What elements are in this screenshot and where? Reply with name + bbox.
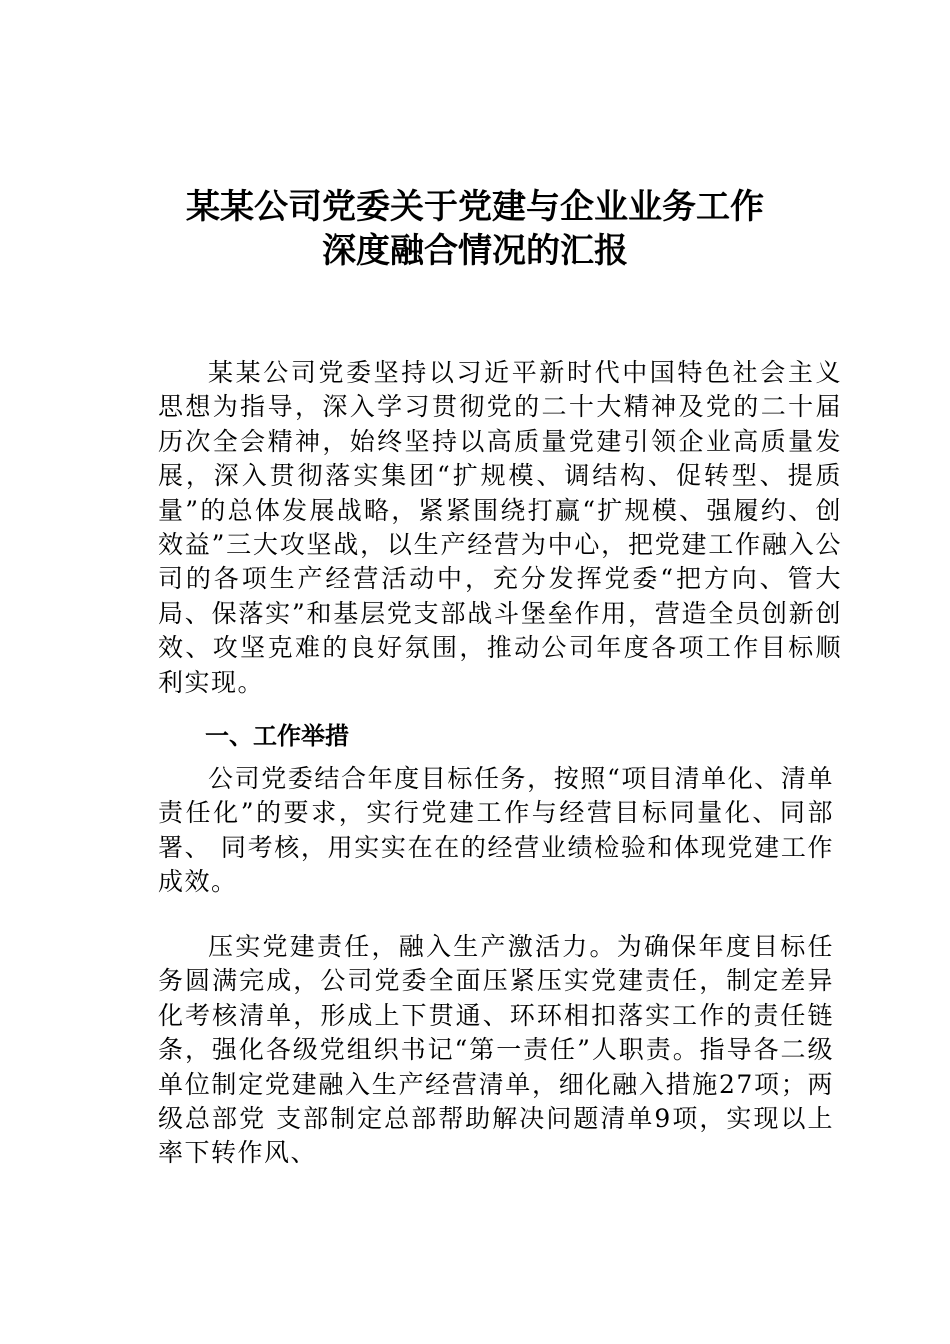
document-title-line-1: 某某公司党委关于党建与企业业务工作 — [186, 187, 764, 227]
document-title-line-2: 深度融合情况的汇报 — [322, 231, 628, 271]
section-heading-work-measures: 一、工作举措 — [205, 722, 349, 750]
intro-paragraph: 某某公司党委坚持以习近平新时代中国特色社会主义思想为指导，深入学习贯彻党的二十大精神及党的二十届历次全会精神，始终坚持以高质量党建引领企业高质量发展，深入贯彻落实集团“扩规模、调结构、促转型、提质量”的总体发展战略，紧紧围绕打赢“扩规模、强履约、创效益”三大攻坚战，以生产经营为中心，把党建工作融入公司的各项生产经营活动中，充分发挥党委“把方向、管大局、保落实”和基层党支部战斗堡垒作用，营造全员创新创效、攻坚克难的良好氛围，推动公司年度各项工作目标顺利实现。 — [158, 358, 842, 697]
section1-paragraph-2: 压实党建责任，融入生产激活力。为确保年度目标任务圆满完成，公司党委全面压紧压实党建责任，制定差异化考核清单，形成上下贯通、环环相扣落实工作的责任链条，强化各级党组织书记“第一责任”人职责。指导各二级单位制定党建融入生产经营清单，细化融入措施27项；两级总部党 支部制定总部帮助解决问题清单9项，实现以上率下转作风、 — [158, 932, 834, 1168]
section1-paragraph-1: 公司党委结合年度目标任务，按照“项目清单化、清单责任化”的要求，实行党建工作与经营目标同量化、同部署、 同考核，用实实在在的经营业绩检验和体现党建工作成效。 — [158, 764, 834, 897]
